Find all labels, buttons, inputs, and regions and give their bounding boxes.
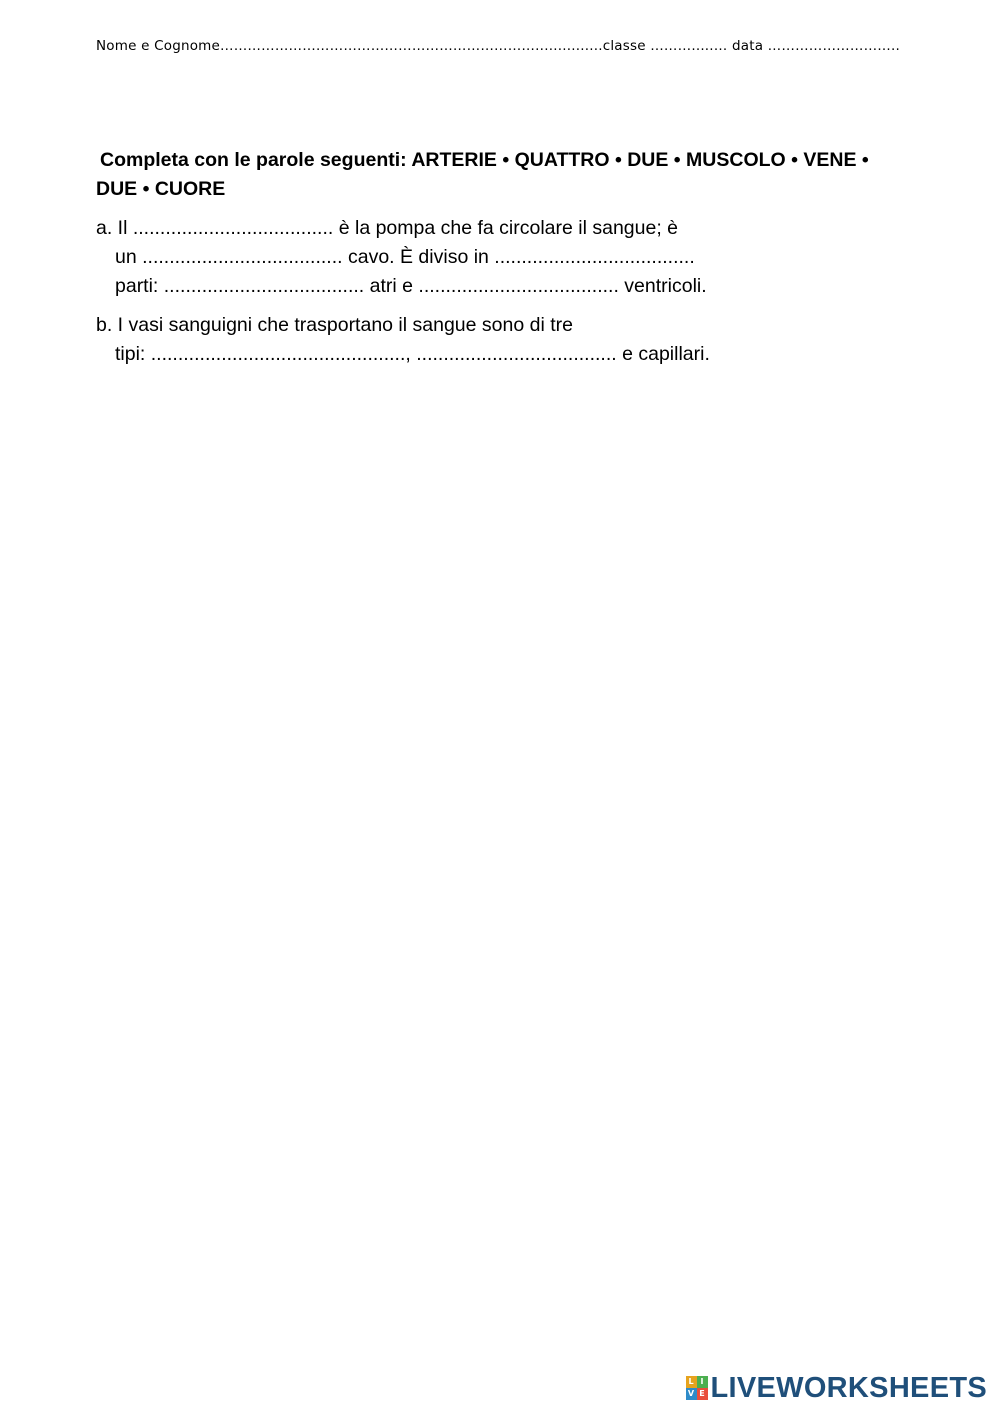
exercise-a bbox=[96, 214, 926, 301]
exercise-a-line-3: parti: ..................................... atri e ..................................... ventricoli. bbox=[115, 275, 707, 297]
student-info-line: Nome e Cognome……………………………………………………………..…..........classe ……….....… data ……………………….. bbox=[96, 38, 900, 54]
logo-cell: V bbox=[686, 1388, 697, 1400]
exercise-a-line-2: un ..................................... cavo. È diviso in ..................................... bbox=[115, 246, 695, 268]
exercise-a-line-1: a. Il ..................................... è la pompa che fa circolare il sangue; è bbox=[96, 217, 679, 239]
brand-wordmark: LIVEWORKSHEETS bbox=[710, 1372, 987, 1404]
worksheet-content bbox=[96, 146, 926, 379]
exercise-b-line-1: b. I vasi sanguigni che trasportano il sangue sono di tre bbox=[96, 314, 573, 336]
instruction-line-2: DUE • CUORE bbox=[96, 178, 226, 200]
exercise-b-line-2: tipi: ..............................................., ..................................... e capillari. bbox=[115, 343, 710, 365]
exercise-b bbox=[96, 311, 926, 369]
logo-cell: E bbox=[697, 1388, 708, 1400]
liveworksheets-logo-icon bbox=[686, 1376, 708, 1400]
instruction-line-1: Completa con le parole seguenti: ARTERIE • QUATTRO • DUE • MUSCOLO • VENE • bbox=[100, 149, 869, 171]
logo-cell: L bbox=[686, 1376, 697, 1388]
instruction bbox=[96, 146, 926, 204]
liveworksheets-brand bbox=[686, 1372, 988, 1404]
logo-cell: I bbox=[697, 1376, 708, 1388]
